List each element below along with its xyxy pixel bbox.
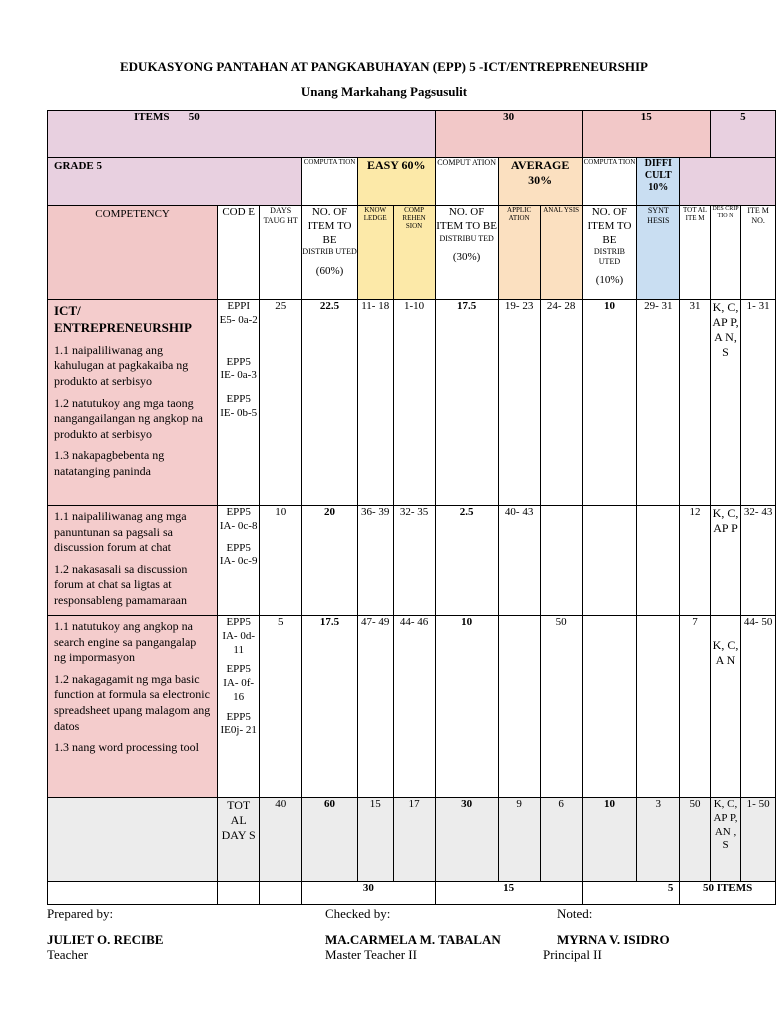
noted-by-role: Principal II	[543, 947, 602, 962]
competency-item: 1.1 naipaliliwanag ang mga panuntunan sa pagsali sa discussion forum at chat	[54, 509, 187, 555]
total-days-label: TOT AL DAY S	[218, 798, 260, 882]
summary-average: 15	[435, 882, 582, 905]
table-row	[48, 506, 776, 616]
synthesis-header: SYNT HESIS	[637, 206, 680, 300]
total-days: 40	[260, 798, 302, 882]
noted-by-label: Noted:	[557, 906, 593, 921]
table-row	[48, 300, 776, 506]
n60-cell: 22.5	[302, 300, 358, 506]
comprehension-cell: 44- 46	[393, 616, 435, 798]
n30-cell: 17.5	[435, 300, 498, 506]
distributed-label: DISTRIBU TED	[439, 233, 494, 243]
synthesis-cell: 29- 31	[637, 300, 680, 506]
grade-label: GRADE 5	[48, 158, 302, 206]
summary-blank	[218, 882, 260, 905]
code-cell	[218, 506, 260, 616]
easy-items: 30	[435, 111, 582, 158]
knowledge-header: KNOW LEDGE	[357, 206, 393, 300]
summary-difficult: 5	[582, 882, 680, 905]
knowledge-cell: 11- 18	[357, 300, 393, 506]
item-no-cell: 32- 43	[741, 506, 776, 616]
total-n60: 60	[302, 798, 358, 882]
analysis-cell: 24- 28	[540, 300, 582, 506]
description-header: DES CRIP TIO N	[710, 206, 740, 300]
application-cell	[498, 616, 540, 798]
items-row	[48, 111, 776, 158]
no-items-label: NO. OF ITEM TO BE	[587, 206, 632, 246]
summary-row	[48, 882, 776, 905]
code-value: EPP5 IA- 0f-16	[223, 663, 255, 703]
n10-cell	[582, 616, 637, 798]
days-header: DAYS TAUG HT	[260, 206, 302, 300]
totals-blank	[48, 798, 218, 882]
n30-cell: 10	[435, 616, 498, 798]
application-cell: 40- 43	[498, 506, 540, 616]
code-value: EPP5 IE- 0a-3	[220, 355, 257, 382]
comprehension-cell: 32- 35	[393, 506, 435, 616]
summary-items: 50 ITEMS	[680, 882, 776, 905]
code-value: EPP5 IE- 0b-5	[220, 393, 258, 419]
application-header: APPLIC ATION	[498, 206, 540, 300]
items-cell	[48, 111, 436, 158]
knowledge-cell: 47- 49	[357, 616, 393, 798]
total-item-no: 1- 50	[741, 798, 776, 882]
description-cell: K, C, A N	[710, 616, 740, 798]
average-items: 15	[582, 111, 710, 158]
code-value: EPPI E5- 0a-2	[219, 300, 258, 326]
summary-easy: 30	[302, 882, 435, 905]
total-comprehension: 17	[393, 798, 435, 882]
total-cell: 12	[680, 506, 710, 616]
synthesis-cell	[637, 506, 680, 616]
item-no-header: ITE M NO.	[741, 206, 776, 300]
total-n30: 30	[435, 798, 498, 882]
column-header-row	[48, 206, 776, 300]
competency-cell	[48, 506, 218, 616]
competency-item: 1.3 nakapagbebenta ng natatanging paninda	[54, 448, 165, 478]
grade-row	[48, 158, 776, 206]
distributed-label: DISTRIB UTED	[593, 247, 626, 266]
difficult-items: 5	[710, 111, 775, 158]
table-row	[48, 616, 776, 798]
total-application: 9	[498, 798, 540, 882]
total-item-header: TOT AL ITE M	[680, 206, 710, 300]
competency-cell	[48, 300, 218, 506]
competency-item: 1.3 nang word processing tool	[54, 740, 199, 755]
code-header: COD E	[218, 206, 260, 300]
competency-item: 1.2 nakagagamit ng mga basic function at formula sa electronic spreadsheet upang malagom ang datos	[54, 671, 211, 733]
days-cell: 25	[260, 300, 302, 506]
n30-cell: 2.5	[435, 506, 498, 616]
competency-header: COMPETENCY	[48, 206, 218, 300]
grade-row-filler	[680, 158, 776, 206]
easy-header: EASY 60%	[357, 158, 435, 206]
noted-by-name: MYRNA V. ISIDRO	[557, 932, 670, 947]
n10-cell	[582, 506, 637, 616]
item-no-cell: 44- 50	[741, 616, 776, 798]
total-n10: 10	[582, 798, 637, 882]
total-cell: 31	[680, 300, 710, 506]
summary-blank	[48, 882, 218, 905]
competency-item: 1.2 natutukoy ang mga taong nangangailangan ng angkop na produkto at serbisyo	[54, 395, 203, 441]
average-header: AVERAGE 30%	[498, 158, 582, 206]
code-cell	[218, 616, 260, 798]
description-cell: K, C, AP P	[710, 506, 740, 616]
code-value: EPP5 IA- 0c-8	[219, 506, 258, 532]
no-items-10-header	[582, 206, 637, 300]
summary-blank	[260, 882, 302, 905]
synthesis-cell	[637, 616, 680, 798]
description-cell: K, C, AP P, A N, S	[710, 300, 740, 506]
n10-cell: 10	[582, 300, 637, 506]
prepared-by-role: Teacher	[47, 947, 88, 962]
no-items-label: NO. OF ITEM TO BE	[307, 206, 352, 246]
document-subtitle: Unang Markahang Pagsusulit	[300, 84, 468, 99]
computation-header-3: COMPUTA TION	[582, 158, 637, 206]
table-of-specifications	[47, 110, 776, 905]
total-cell: 7	[680, 616, 710, 798]
section-heading: ICT/ ENTREPRENEURSHIP	[54, 303, 192, 335]
code-value: EPP5 IA- 0d- 11	[222, 616, 256, 656]
code-value: EPP5 IA- 0c-9	[219, 541, 258, 568]
computation-header-2: COMPUT ATION	[435, 158, 498, 206]
checked-by-role: Master Teacher II	[325, 947, 417, 962]
analysis-header: ANAL YSIS	[540, 206, 582, 300]
computation-header-1: COMPUTA TION	[302, 158, 358, 206]
analysis-cell: 50	[540, 616, 582, 798]
prepared-by-name: JULIET O. RECIBE	[47, 932, 164, 947]
document-title: EDUKASYONG PANTAHAN AT PANGKABUHAYAN (EPP) 5 -ICT/ENTREPRENEURSHIP	[120, 59, 648, 74]
percent-label: (30%)	[452, 251, 481, 264]
n60-cell: 17.5	[302, 616, 358, 798]
analysis-cell	[540, 506, 582, 616]
total-description: K, C, AP P, AN , S	[710, 798, 740, 882]
days-cell: 5	[260, 616, 302, 798]
totals-row	[48, 798, 776, 882]
competency-item: 1.2 nakasasali sa discussion forum at chat sa ligtas at responsableng pamamaraan	[54, 561, 188, 607]
competency-item: 1.1 natutukoy ang angkop na search engine sa pangangalap ng impormasyon	[54, 619, 197, 665]
prepared-by-label: Prepared by:	[47, 906, 114, 921]
total-knowledge: 15	[357, 798, 393, 882]
total-items: 50	[680, 798, 710, 882]
code-cell	[218, 300, 260, 506]
comprehension-header: COMP REHEN SION	[393, 206, 435, 300]
competency-cell	[48, 616, 218, 798]
total-analysis: 6	[540, 798, 582, 882]
percent-label: (10%)	[595, 274, 624, 287]
distributed-label: DISTRIB UTED	[302, 247, 357, 257]
code-value: EPP5 IE0j- 21	[220, 710, 257, 737]
comprehension-cell: 1-10	[393, 300, 435, 506]
no-items-label: NO. OF ITEM TO BE	[436, 206, 497, 232]
competency-item: 1.1 naipaliliwanag ang kahulugan at pagkakaiba ng produkto at serbisyo	[54, 342, 189, 388]
items-label: ITEMS	[134, 111, 170, 123]
checked-by-label: Checked by:	[325, 906, 391, 921]
item-no-cell: 1- 31	[741, 300, 776, 506]
n60-cell: 20	[302, 506, 358, 616]
checked-by-name: MA.CARMELA M. TABALAN	[325, 932, 501, 947]
knowledge-cell: 36- 39	[357, 506, 393, 616]
application-cell: 19- 23	[498, 300, 540, 506]
no-items-30-header	[435, 206, 498, 300]
total-synthesis: 3	[637, 798, 680, 882]
no-items-60-header	[302, 206, 358, 300]
days-cell: 10	[260, 506, 302, 616]
percent-label: (60%)	[315, 264, 344, 277]
items-value: 50	[188, 111, 200, 123]
difficult-header: DIFFI CULT 10%	[637, 158, 680, 206]
